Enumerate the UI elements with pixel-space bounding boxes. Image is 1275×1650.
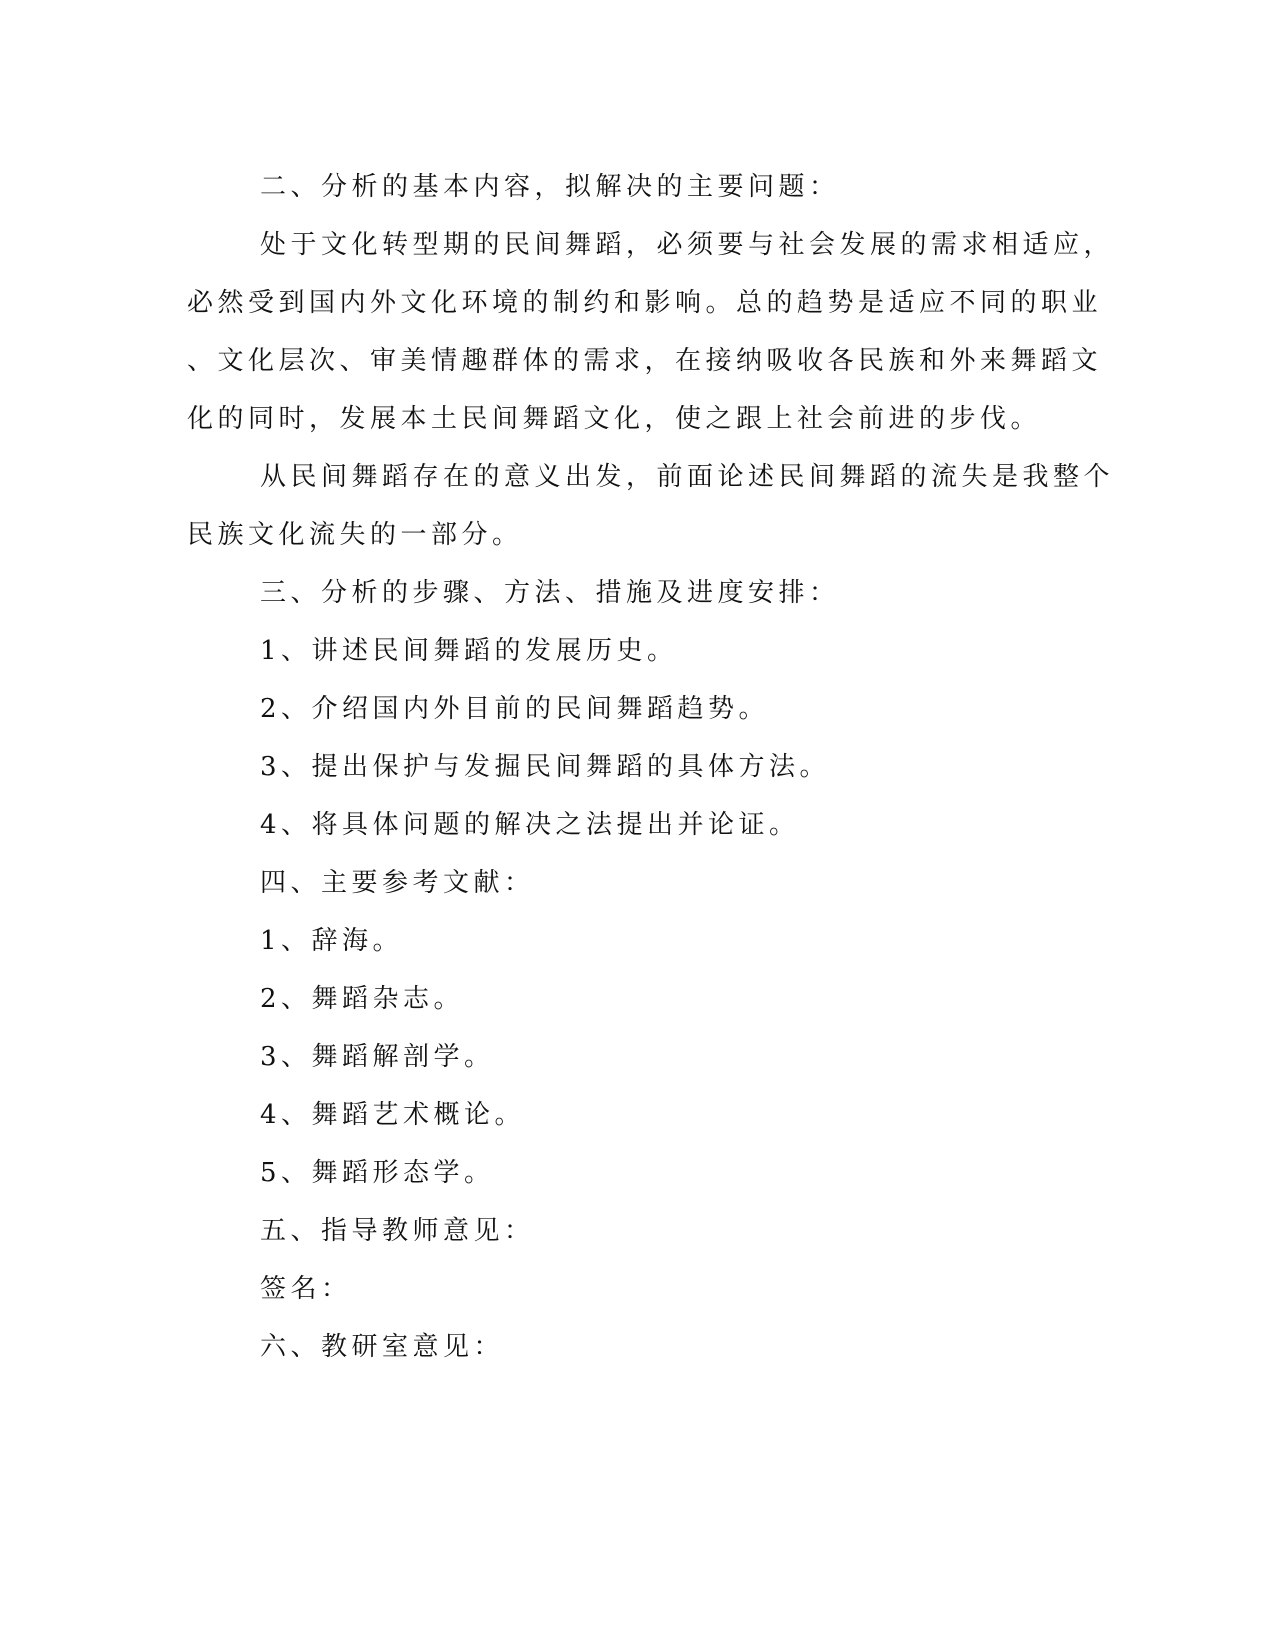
list-item: 2、介绍国内外目前的民间舞蹈趋势。 <box>260 694 770 724</box>
reference-item: 5、舞蹈形态学。 <box>260 1158 495 1188</box>
reference-item: 2、舞蹈杂志。 <box>260 984 465 1014</box>
paragraph-line: 从民间舞蹈存在的意义出发，前面论述民间舞蹈的流失是我整个 <box>260 462 1115 492</box>
list-item: 3、提出保护与发掘民间舞蹈的具体方法。 <box>260 752 831 782</box>
paragraph-line: 必然受到国内外文化环境的制约和影响。总的趋势是适应不同的职业 <box>187 288 1103 318</box>
paragraph-line: 处于文化转型期的民间舞蹈，必须要与社会发展的需求相适应， <box>260 230 1115 260</box>
paragraph-line: 民族文化流失的一部分。 <box>187 520 523 550</box>
reference-item: 3、舞蹈解剖学。 <box>260 1042 495 1072</box>
signature-label: 签名： <box>260 1274 352 1304</box>
reference-item: 4、舞蹈艺术概论。 <box>260 1100 526 1130</box>
section-heading-content: 二、分析的基本内容，拟解决的主要问题： <box>260 172 840 202</box>
list-item: 1、讲述民间舞蹈的发展历史。 <box>260 636 678 666</box>
paragraph-line: 化的同时，发展本土民间舞蹈文化，使之跟上社会前进的步伐。 <box>187 404 1042 434</box>
section-heading-advisor: 五、指导教师意见： <box>260 1216 535 1246</box>
section-heading-references: 四、主要参考文献： <box>260 868 535 898</box>
list-item: 4、将具体问题的解决之法提出并论证。 <box>260 810 800 840</box>
section-heading-steps: 三、分析的步骤、方法、措施及进度安排： <box>260 578 840 608</box>
paragraph-line: 、文化层次、审美情趣群体的需求，在接纳吸收各民族和外来舞蹈文 <box>187 346 1103 376</box>
reference-item: 1、辞海。 <box>260 926 404 956</box>
section-heading-department: 六、教研室意见： <box>260 1332 505 1362</box>
